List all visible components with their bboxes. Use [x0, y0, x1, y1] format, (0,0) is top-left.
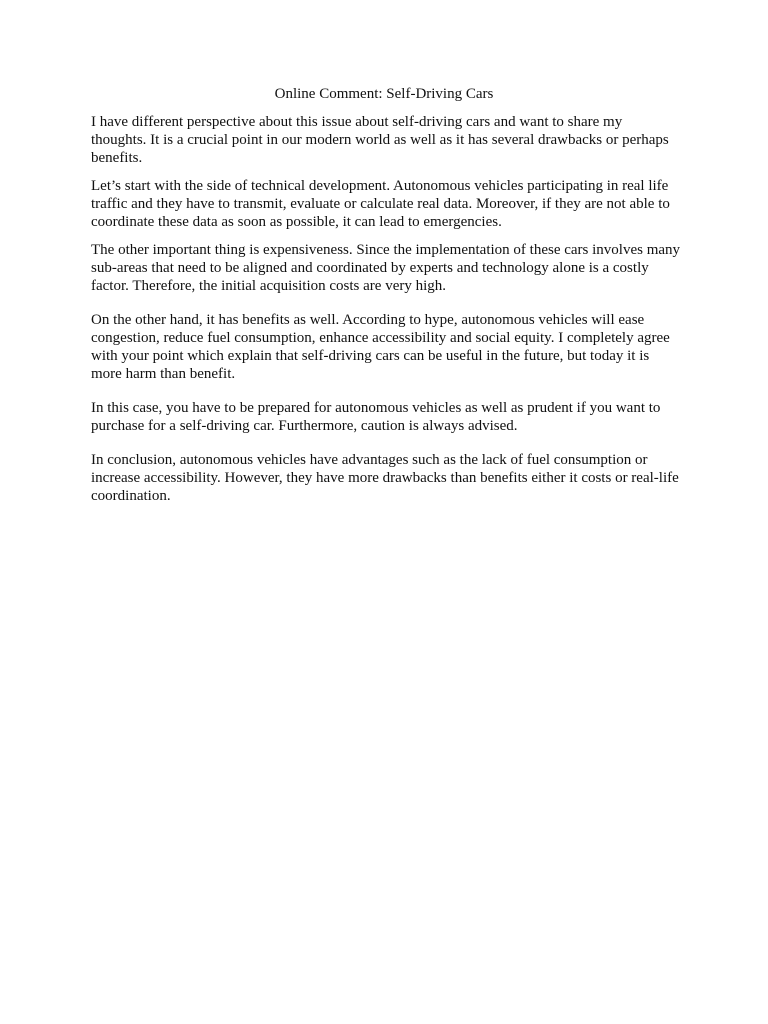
paragraph-conclusion: In conclusion, autonomous vehicles have advantages such as the lack of fuel consumption or increase accessibility. However, they have more drawbacks than benefits either it costs or real-life coordination.	[91, 452, 679, 504]
paragraph-expensiveness: The other important thing is expensiveness. Since the implementation of these cars involves many sub-areas that need to be aligned and coordinated by experts and technology alone is a costly factor. Therefore, the initial acquisition costs are very high.	[91, 242, 681, 294]
paragraph-intro: I have different perspective about this issue about self-driving cars and want to share my thoughts. It is a crucial point in our modern world as well as it has several drawbacks or perhaps benefits.	[91, 114, 669, 166]
paragraph-technical-development: Let’s start with the side of technical development. Autonomous vehicles participating in real life traffic and they have to transmit, evaluate or calculate real data. Moreover, if they are not able to coordinate these data as soon as possible, it can lead to emergencies.	[91, 178, 670, 230]
document-body	[91, 113, 681, 505]
document-title: Online Comment: Self-Driving Cars	[274, 86, 494, 102]
paragraph-benefits: On the other hand, it has benefits as well. According to hype, autonomous vehicles will ease congestion, reduce fuel consumption, enhance accessibility and social equity. I completely agree with your point which explain that self-driving cars can be useful in the future, but today it is more harm than benefit.	[91, 312, 670, 382]
paragraph-caution: In this case, you have to be prepared for autonomous vehicles as well as prudent if you want to purchase for a self-driving car. Furthermore, caution is always advised.	[91, 400, 661, 434]
